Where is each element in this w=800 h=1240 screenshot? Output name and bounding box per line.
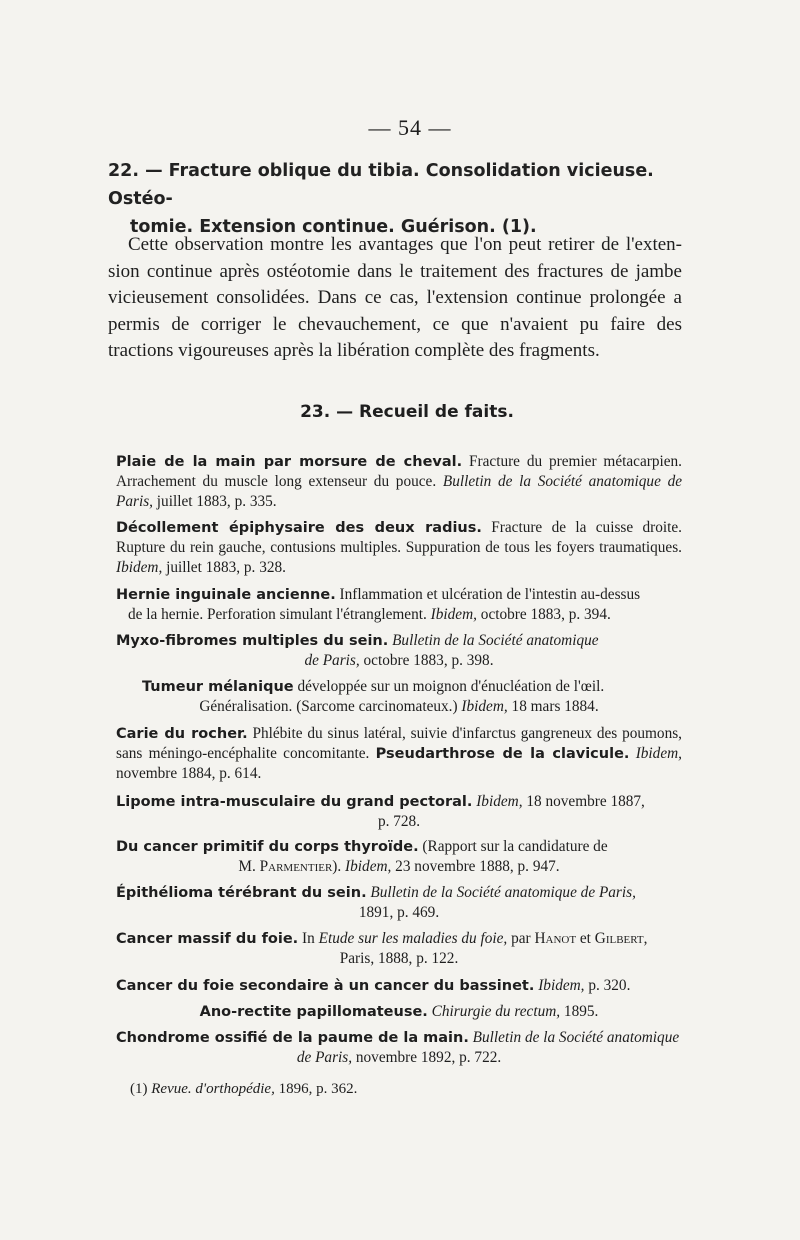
- entry-text: Phlébite du sinus latéral, suivie d'infarctus gangreneux des poumons, sans méningo-encéphalite concomitante.: [116, 725, 682, 762]
- entry-plaie-de-la-main: [116, 452, 682, 512]
- entry-source: Ibidem,: [345, 858, 392, 875]
- footnote-source: Revue. d'orthopédie,: [151, 1081, 275, 1097]
- section-22-heading: [108, 157, 688, 241]
- entry-cancer-foie-secondaire: [116, 976, 682, 996]
- entry-ano-rectite: [116, 1002, 682, 1022]
- entry-text: Fracture de la cuisse droite. Rupture du rein gauche, contusions multiples. Suppuration de tous les foyers traumatiques.: [116, 519, 683, 556]
- entry-author: Gilbert: [594, 930, 644, 947]
- entry-chondrome: [116, 1028, 682, 1068]
- entry-text: développée sur un moignon d'énucléation de l'œil.: [293, 678, 605, 695]
- entry-line2: 1891, p. 469.: [358, 904, 440, 921]
- section-22-paragraph: Cette observation montre les avantages que l'on peut retirer de l'extension continue après ostéotomie dans le traitement des fractures de jambe vicieusement consolidées. Dans ce cas, l'extension continue prolongée a permis de corriger le chevauchement, ce que n'avaient pu faire des tractions vigoureuses après la libération complète des fragments.: [108, 234, 682, 361]
- entry-lipome: [116, 792, 682, 832]
- entry-ref: 18 mars 1884.: [507, 698, 599, 715]
- footnote: [130, 1081, 357, 1098]
- entry-text: par: [507, 930, 535, 947]
- entry-line2: [116, 697, 682, 717]
- entry-ref: 23 novembre 1888, p. 947.: [391, 858, 560, 875]
- entry-decollement-epiphysaire: [116, 518, 682, 578]
- entry-title: Lipome intra-musculaire du grand pectoral.: [116, 794, 473, 810]
- entry-text: de la hernie. Perforation simulant l'étranglement.: [128, 606, 431, 623]
- entry-source: Ibidem,: [116, 559, 163, 576]
- entry-line2: [116, 651, 682, 671]
- entry-source: Ibidem,: [430, 606, 477, 623]
- entry-ref: p. 320.: [584, 977, 631, 994]
- entry-title: Ano-rectite papillomateuse.: [199, 1004, 428, 1020]
- entry-tumeur-melanique: [116, 677, 682, 717]
- entry-source: Bulletin de la Société anatomique de Paris,: [116, 473, 683, 510]
- entry-line1: [116, 677, 682, 697]
- entry-ref: novembre 1892, p. 722.: [352, 1049, 502, 1066]
- entry-source: Bulletin de la Société anatomique: [388, 632, 599, 649]
- footnote-mark: (1): [130, 1081, 152, 1097]
- entry-title: Plaie de la main par morsure de cheval.: [116, 454, 463, 470]
- entry-title: Chondrome ossifié de la paume de la main.: [116, 1030, 469, 1046]
- entry-ref: juillet 1883, p. 328.: [162, 559, 286, 576]
- entry-title: Myxo-fibromes multiples du sein.: [116, 633, 389, 649]
- entry-title: Décollement épiphysaire des deux radius.: [116, 520, 482, 536]
- entry-title: Cancer du foie secondaire à un cancer du bassinet.: [116, 978, 535, 994]
- entry-title: Cancer massif du foie.: [116, 931, 299, 947]
- entry-source: Chirurgie du rectum,: [427, 1003, 561, 1020]
- entry-carie-du-rocher: [116, 724, 682, 784]
- entry-myxo-fibromes: [116, 631, 682, 671]
- entry-hernie-inguinale: [116, 585, 682, 625]
- entry-text: Généralisation. (Sarcome carcinomateux.): [199, 698, 462, 715]
- entry-source: Ibidem,: [461, 698, 508, 715]
- entry-epithelioma: [116, 883, 682, 923]
- page-number: — 54 —: [368, 115, 452, 140]
- section-23-title: 23. — Recueil de faits.: [300, 402, 514, 422]
- entry-source: Etude sur les maladies du foie,: [318, 930, 508, 947]
- entry-title-2: Pseudarthrose de la clavicule.: [375, 746, 630, 762]
- entry-source: de Paris,: [304, 652, 360, 669]
- entry-line2: [116, 1048, 682, 1068]
- section-22-heading-line2: tomie. Extension continue. Guérison. (1).: [130, 217, 537, 237]
- entry-line2: p. 728.: [377, 813, 421, 830]
- entry-source: Bulletin de la Société anatomique: [468, 1029, 680, 1046]
- entry-title: Tumeur mélanique: [142, 679, 294, 695]
- entry-ref: 1895.: [560, 1003, 599, 1020]
- section-22-heading-line1: 22. — Fracture oblique du tibia. Consolidation vicieuse. Ostéo-: [108, 161, 654, 209]
- entry-text: M.: [238, 858, 260, 875]
- entry-text: Fracture du premier métacarpien. Arrachement du muscle long extenseur du pouce.: [116, 453, 682, 490]
- entry-source: de Paris,: [296, 1049, 353, 1066]
- entry-text: ).: [332, 858, 346, 875]
- entry-text: Inflammation et ulcération de l'intestin au-dessus: [335, 586, 641, 603]
- entry-text: In: [298, 930, 319, 947]
- entry-cancer-massif-foie: [116, 929, 682, 969]
- entry-ref: 18 novembre 1887,: [522, 793, 645, 810]
- entry-text: ,: [643, 930, 648, 947]
- entry-cancer-thyroide: [116, 837, 682, 877]
- entry-source: Ibidem,: [472, 793, 523, 810]
- footnote-ref: 1896, p. 362.: [274, 1081, 358, 1097]
- entry-ref: novembre 1884, p. 614.: [116, 765, 262, 782]
- entry-line2: Paris, 1888, p. 122.: [339, 950, 459, 967]
- entry-text: et: [576, 930, 595, 947]
- entry-ref: juillet 1883, p. 335.: [152, 493, 277, 510]
- entry-source: Bulletin de la Société anatomique de Paris,: [366, 884, 636, 901]
- entry-text: (Rapport sur la candidature de: [418, 838, 608, 855]
- entry-source: Ibidem,: [534, 977, 585, 994]
- entry-line2: [116, 605, 682, 625]
- entry-title: Hernie inguinale ancienne.: [116, 587, 336, 603]
- entry-title: Carie du rocher.: [116, 726, 248, 742]
- entry-line2: [116, 857, 682, 877]
- entry-title: Épithélioma térébrant du sein.: [116, 885, 367, 901]
- entry-title: Du cancer primitif du corps thyroïde.: [116, 839, 419, 855]
- entry-source: Ibidem,: [629, 745, 682, 762]
- entry-author: Parmentier: [259, 858, 333, 875]
- entry-ref: octobre 1883, p. 398.: [359, 652, 494, 669]
- entry-author: Hanot: [534, 930, 577, 947]
- entry-ref: octobre 1883, p. 394.: [476, 606, 611, 623]
